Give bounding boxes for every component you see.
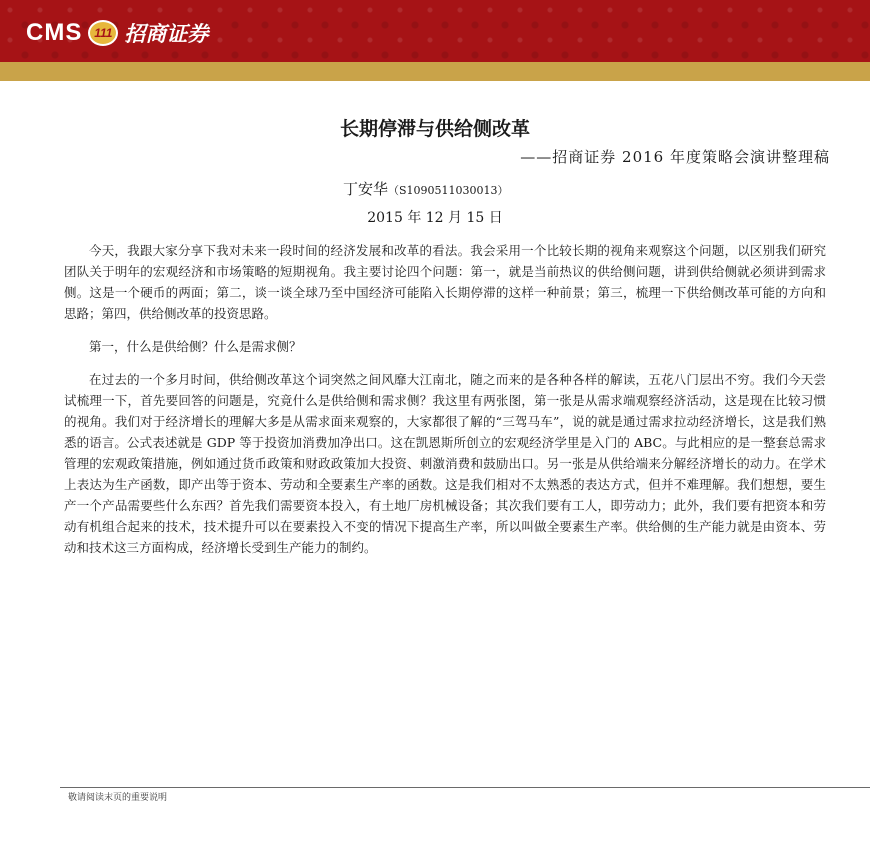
section-heading: 第一，什么是供给侧？什么是需求侧？ [89, 339, 302, 354]
header-gold-bar [0, 62, 870, 81]
company-logo [26, 18, 208, 48]
paragraph-supply-demand: 在过去的一个多月时间，供给侧改革这个词突然之间风靡大江南北，随之而来的是各种各样的解读，五花八门层出不穷。我们今天尝试梳理一下，首先要回答的问题是，究竟什么是供给侧和需求侧？我这里有两张图，第一张是从需求端观察经济活动，这是现在比较习惯的视角。我们对于经济增长的理解大多是从需求面来观察的，大家都很了解的“三驾马车”，说的就是通过需求拉动经济增长，这是我们熟悉的语言。公式表述就是 GDP 等于投资加消费加净出口。这在凯恩斯所创立的宏观经济学里是入门的 ABC。与此相应的是一整套总需求管理的宏观政策措施，例如通过货币政策和财政政策加大投资、刺激消费和鼓励出口。另一张是从供给端来分解经济增长的动力。在学术上表达为生产函数，即产出等于资本、劳动和全要素生产率的函数。这是我们相对不太熟悉的表达方式，但并不难理解。我们想想，要生产一个产品需要些什么东西？首先我们需要资本投入，有土地厂房机械设备；其次我们要有工人，即劳动力；此外，我们要有把资本和劳动有机组合起来的技术，技术提升可以在要素投入不变的情况下提高生产率，所以叫做全要素生产率。供给侧的生产能力就是由资本、劳动和技术这三方面构成，经济增长受到生产能力的制约。 [64, 372, 826, 555]
footer-divider [60, 787, 870, 788]
document-title: 长期停滞与供给侧改革 [339, 118, 530, 140]
logo-emblem-icon: 111 [88, 20, 118, 46]
author-code: （S1090511030013） [388, 184, 509, 197]
header-banner [0, 0, 870, 62]
document-subtitle: ——招商证券 2016 年度策略会演讲整理稿 [520, 148, 830, 166]
logo-brand-name: 招商证券 [124, 22, 209, 46]
document-date: 2015 年 12 月 15 日 [367, 210, 503, 226]
author-line [343, 178, 509, 199]
document-body [64, 240, 826, 558]
paragraph-intro: 今天，我跟大家分享下我对未来一段时间的经济发展和改革的看法。我会采用一个比较长期的视角来观察这个问题，以区别我们研究团队关于明年的宏观经济和市场策略的短期视角。我主要讨论四个问题：第一，就是当前热议的供给侧问题，讲到供给侧就必须讲到需求侧。这是一个硬币的两面；第二，谈一谈全球乃至中国经济可能陷入长期停滞的这样一种前景；第三，梳理一下供给侧改革可能的方向和思路；第四，供给侧改革的投资思路。 [64, 243, 826, 321]
footer-disclaimer: 敬请阅读末页的重要说明 [68, 793, 168, 803]
logo-cms-text: CMS [26, 19, 83, 46]
author-name: 丁安华 [343, 180, 389, 198]
